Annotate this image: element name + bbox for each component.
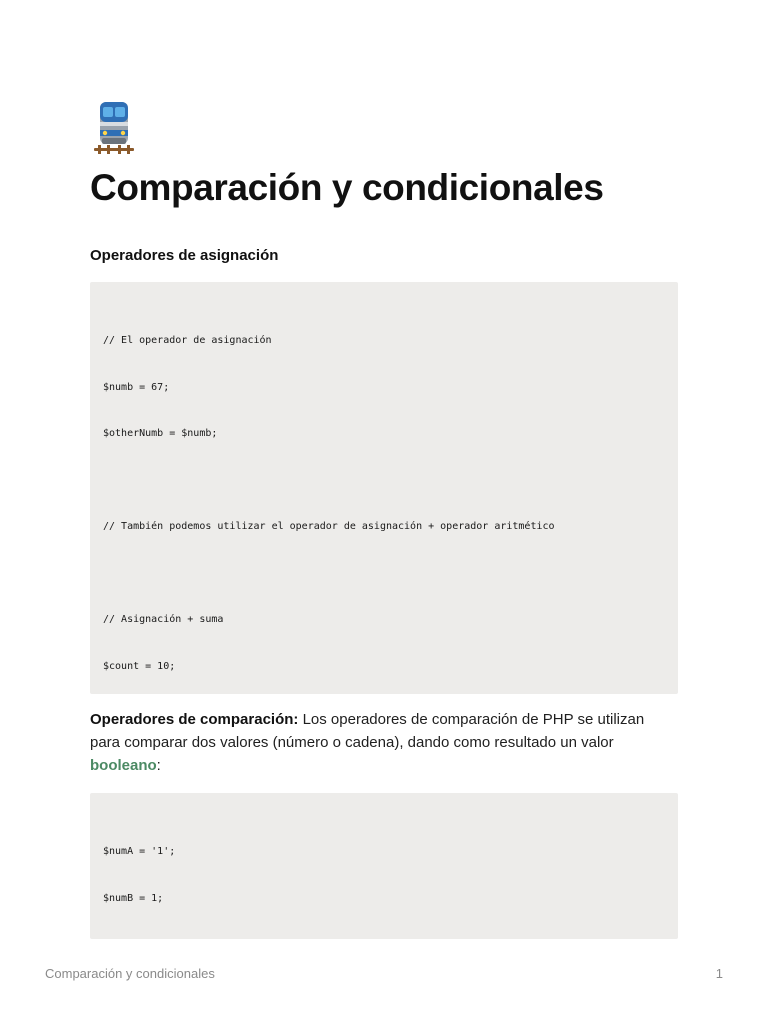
comparison-code-block[interactable]: [90, 793, 678, 939]
train-icon: [90, 98, 138, 156]
code-line: $otherNumb = $numb;: [103, 428, 218, 439]
code-line: $numB = 1;: [103, 892, 164, 904]
page-title: Comparación y condicionales: [90, 167, 604, 208]
code-line: // También podemos utilizar el operador de asignación + operador aritmético: [103, 521, 555, 532]
code-line: $numb = 67;: [103, 381, 170, 393]
code-line: [103, 566, 665, 582]
boolean-keyword: booleano: [90, 757, 157, 774]
code-line: $numA = '1';: [103, 846, 176, 857]
assignment-code-block[interactable]: [90, 282, 678, 694]
code-line: // Asignación + suma: [103, 614, 224, 625]
document-page: [90, 98, 678, 939]
assignment-operators-heading: Operadores de asignación: [90, 247, 279, 264]
footer-page-number: 1: [715, 966, 723, 981]
code-line: // El operador de asignación: [103, 335, 272, 346]
code-line: $count = 10;: [103, 660, 176, 672]
comparison-operators-label: Operadores de comparación:: [90, 711, 299, 728]
footer-document-title: Comparación y condicionales: [45, 966, 215, 981]
comparison-paragraph: [90, 708, 678, 777]
comparison-description: Los operadores de comparación de PHP se utilizan para comparar dos valores (número o cadena), dando como resultado un valor: [90, 711, 645, 751]
code-line: [103, 473, 665, 489]
code-line: [103, 937, 665, 939]
comparison-colon: :: [156, 757, 161, 774]
